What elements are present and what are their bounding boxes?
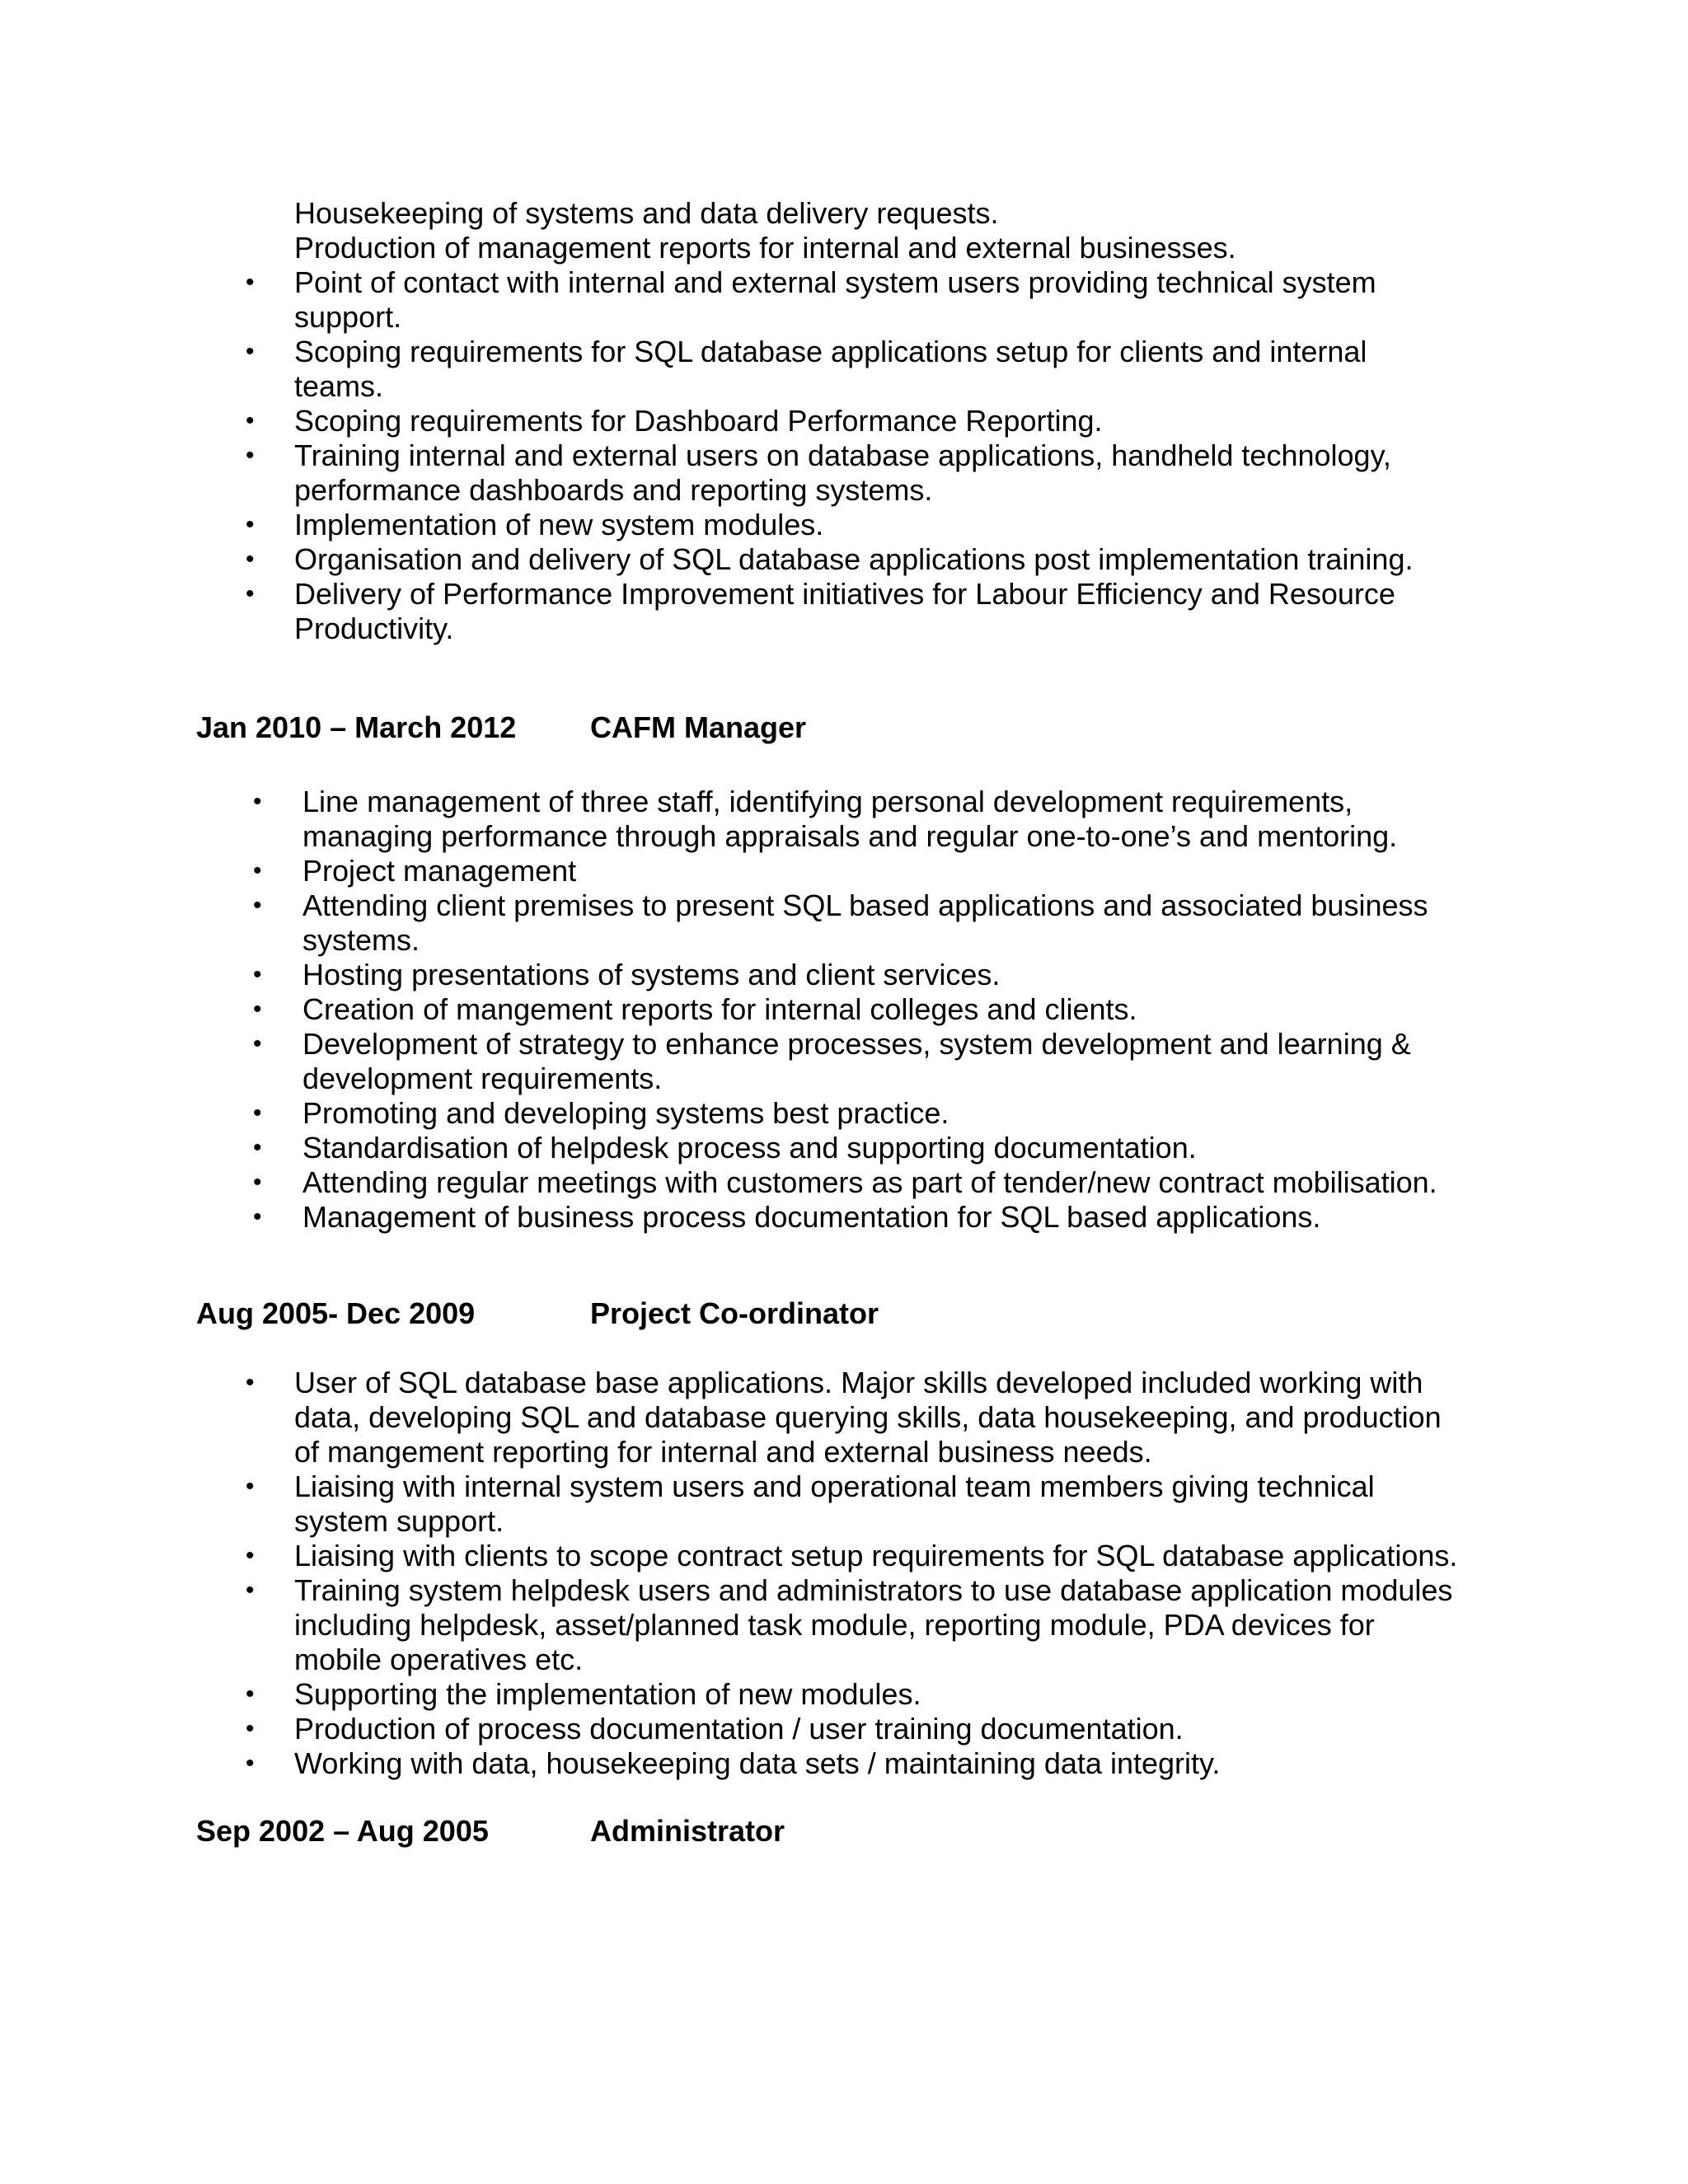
job-dates: Jan 2010 – March 2012	[196, 710, 517, 744]
list-item-line: Standardisation of helpdesk process and supporting documentation.	[302, 1131, 1197, 1165]
bullet-marker: •	[246, 269, 255, 296]
list-item-line: Working with data, housekeeping data sets / maintaining data integrity.	[294, 1746, 1221, 1780]
list-item-line: Development of strategy to enhance processes, system development and learning &	[302, 1027, 1411, 1061]
bullet-marker: •	[246, 1715, 255, 1742]
bullet-marker: •	[253, 1134, 262, 1161]
list-item-line: Organisation and delivery of SQL database applications post implementation training.	[294, 542, 1414, 576]
list-item-line: Production of process documentation / user training documentation.	[294, 1712, 1184, 1746]
bullet-marker: •	[253, 1169, 262, 1196]
bullet-marker: •	[253, 961, 262, 988]
list-item-line: Attending client premises to present SQL based applications and associated business	[302, 888, 1428, 922]
list-item-line: systems.	[302, 923, 420, 957]
list-item-line: Scoping requirements for SQL database applications setup for clients and internal	[294, 335, 1367, 368]
bullet-marker: •	[246, 1473, 255, 1500]
bullet-marker: •	[246, 580, 255, 607]
list-item-line: Hosting presentations of systems and client services.	[302, 958, 1001, 991]
list-item-line: teams.	[294, 369, 384, 403]
list-item-line: User of SQL database base applications. Major skills developed included working with	[294, 1366, 1423, 1399]
list-item-line: managing performance through appraisals and regular one-to-one’s and mentoring.	[302, 819, 1398, 853]
bullet-marker: •	[246, 1577, 255, 1604]
job-title: CAFM Manager	[590, 710, 807, 744]
list-item-line: Attending regular meetings with customers as part of tender/new contract mobilisation.	[302, 1165, 1437, 1199]
job-title: Project Co-ordinator	[590, 1296, 879, 1330]
bullet-marker: •	[246, 1369, 255, 1396]
plain-line: Production of management reports for internal and external businesses.	[294, 231, 1236, 265]
bullet-marker: •	[253, 857, 262, 884]
list-item-line: performance dashboards and reporting systems.	[294, 473, 933, 507]
list-item-line: data, developing SQL and database querying skills, data housekeeping, and production	[294, 1400, 1442, 1434]
list-item-line: Point of contact with internal and external system users providing technical system	[294, 265, 1376, 299]
list-item-line: development requirements.	[302, 1062, 663, 1095]
list-item-line: Delivery of Performance Improvement initiatives for Labour Efficiency and Resource	[294, 577, 1395, 611]
bullet-marker: •	[253, 1030, 262, 1057]
bullet-marker: •	[253, 788, 262, 815]
bullet-marker: •	[246, 511, 255, 538]
list-item-line: Scoping requirements for Dashboard Performance Reporting.	[294, 404, 1103, 438]
bullet-marker: •	[253, 996, 262, 1023]
bullet-marker: •	[246, 1542, 255, 1569]
bullet-marker: •	[246, 1680, 255, 1708]
list-item-line: Productivity.	[294, 612, 454, 645]
list-item-line: Project management	[302, 854, 577, 888]
list-item-line: Liaising with clients to scope contract setup requirements for SQL database applications.	[294, 1539, 1458, 1572]
bullet-marker: •	[246, 338, 255, 365]
list-item-line: support.	[294, 300, 402, 334]
bullet-marker: •	[253, 892, 262, 919]
list-item-line: Supporting the implementation of new modules.	[294, 1677, 921, 1711]
list-item-line: Line management of three staff, identifying personal development requirements,	[302, 785, 1353, 818]
list-item-line: Implementation of new system modules.	[294, 508, 824, 541]
bullet-marker: •	[253, 1099, 262, 1127]
bullet-marker: •	[253, 1203, 262, 1230]
bullet-marker: •	[246, 442, 255, 469]
list-item-line: Liaising with internal system users and operational team members giving technical	[294, 1469, 1375, 1503]
list-item-line: Creation of mangement reports for internal colleges and clients.	[302, 992, 1137, 1026]
list-item-line: mobile operatives etc.	[294, 1643, 584, 1676]
bullet-marker: •	[246, 407, 255, 434]
list-item-line: Promoting and developing systems best practice.	[302, 1096, 950, 1130]
list-item-line: including helpdesk, asset/planned task module, reporting module, PDA devices for	[294, 1608, 1375, 1642]
job-title: Administrator	[590, 1814, 785, 1848]
plain-line: Housekeeping of systems and data delivery requests.	[294, 196, 999, 230]
job-dates: Sep 2002 – Aug 2005	[196, 1814, 489, 1848]
bullet-marker: •	[246, 1750, 255, 1777]
list-item-line: Training system helpdesk users and administrators to use database application modules	[294, 1573, 1453, 1607]
bullet-marker: •	[246, 546, 255, 573]
job-dates: Aug 2005- Dec 2009	[196, 1296, 476, 1330]
list-item-line: system support.	[294, 1504, 504, 1538]
list-item-line: of mangement reporting for internal and external business needs.	[294, 1435, 1152, 1469]
list-item-line: Training internal and external users on database applications, handheld technology,	[294, 438, 1391, 472]
list-item-line: Management of business process documentation for SQL based applications.	[302, 1200, 1321, 1234]
